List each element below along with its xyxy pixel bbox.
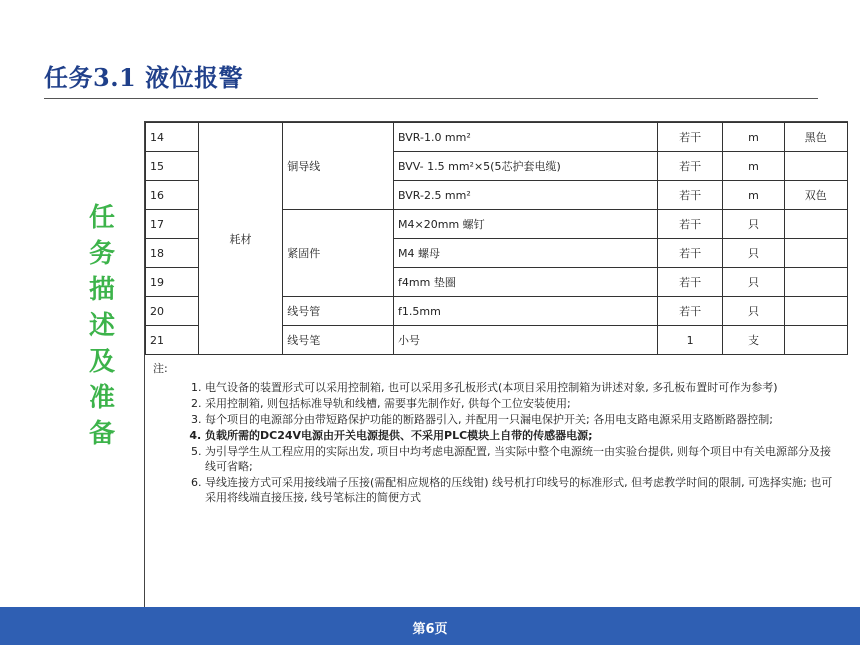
item-spec: BVV- 1.5 mm²×5(5芯护套电缆) [394, 152, 658, 181]
side-label-char: 任 [88, 203, 115, 233]
item-spec: BVR-1.0 mm² [394, 123, 658, 152]
note-item: 6. 导线连接方式可采用接线端子压接(需配相应规格的压线钳) 线号机打印线号的标准形式, 但考虑教学时间的限制, 可选择实施; 也可采用将线端直接压接, 线号笔标注的简便方式 [205, 475, 840, 505]
note-item: 5. 为引导学生从工程应用的实际出发, 项目中均考虑电源配置, 当实际中整个电源统一由实验台提供, 则每个项目中有关电源部分及接线可省略; [205, 444, 840, 474]
side-label [87, 200, 117, 452]
item-qty: 若干 [657, 123, 722, 152]
row-number: 16 [146, 181, 199, 210]
item-remark [784, 268, 847, 297]
item-unit: m [723, 152, 784, 181]
materials-document [144, 121, 848, 608]
item-unit: 只 [723, 239, 784, 268]
item-name: 线号管 [283, 297, 394, 326]
item-remark: 双色 [784, 181, 847, 210]
side-label-char: 准 [88, 383, 115, 413]
row-number: 19 [146, 268, 199, 297]
notes-list [153, 380, 840, 505]
item-qty: 若干 [657, 210, 722, 239]
title-divider [44, 98, 818, 99]
item-qty: 若干 [657, 181, 722, 210]
side-label-char: 务 [88, 239, 115, 269]
item-remark [784, 297, 847, 326]
item-qty: 若干 [657, 268, 722, 297]
side-label-char: 备 [88, 419, 115, 449]
item-spec: M4 螺母 [394, 239, 658, 268]
item-unit: 支 [723, 326, 784, 355]
row-number: 17 [146, 210, 199, 239]
notes-section [145, 355, 848, 505]
side-label-char: 描 [88, 275, 115, 305]
item-unit: m [723, 123, 784, 152]
item-remark: 黑色 [784, 123, 847, 152]
item-spec: 小号 [394, 326, 658, 355]
materials-table [145, 122, 848, 355]
page-title: 任务3.1 液位报警 [44, 63, 244, 92]
item-remark [784, 210, 847, 239]
row-number: 15 [146, 152, 199, 181]
side-label-char: 及 [88, 347, 115, 377]
item-unit: 只 [723, 268, 784, 297]
side-label-char: 述 [88, 311, 115, 341]
note-item: 1. 电气设备的装置形式可以采用控制箱, 也可以采用多孔板形式(本项目采用控制箱为讲述对象, 多孔板布置时可作为参考) [205, 380, 840, 395]
item-spec: f1.5mm [394, 297, 658, 326]
item-remark [784, 326, 847, 355]
item-spec: f4mm 垫圈 [394, 268, 658, 297]
item-unit: m [723, 181, 784, 210]
footer-bar [0, 607, 860, 645]
page-number: 第6页 [412, 622, 448, 637]
notes-heading: 注: [153, 362, 168, 375]
row-number: 21 [146, 326, 199, 355]
category-cell: 耗材 [198, 123, 282, 355]
item-name: 紧固件 [283, 210, 394, 297]
note-item: 4. 负载所需的DC24V电源由开关电源提供、不采用PLC模块上自带的传感器电源; [205, 428, 840, 443]
row-number: 18 [146, 239, 199, 268]
item-qty: 若干 [657, 239, 722, 268]
item-qty: 若干 [657, 152, 722, 181]
item-remark [784, 239, 847, 268]
note-item: 2. 采用控制箱, 则包括标准导轨和线槽, 需要事先制作好, 供每个工位安装使用; [205, 396, 840, 411]
row-number: 20 [146, 297, 199, 326]
item-unit: 只 [723, 210, 784, 239]
table-row [146, 123, 848, 152]
item-unit: 只 [723, 297, 784, 326]
item-remark [784, 152, 847, 181]
row-number: 14 [146, 123, 199, 152]
item-name: 铜导线 [283, 123, 394, 210]
item-qty: 若干 [657, 297, 722, 326]
item-spec: M4×20mm 螺钉 [394, 210, 658, 239]
item-qty: 1 [657, 326, 722, 355]
item-spec: BVR-2.5 mm² [394, 181, 658, 210]
note-item: 3. 每个项目的电源部分由带短路保护功能的断路器引入, 并配用一只漏电保护开关; 各用电支路电源采用支路断路器控制; [205, 412, 840, 427]
item-name: 线号笔 [283, 326, 394, 355]
